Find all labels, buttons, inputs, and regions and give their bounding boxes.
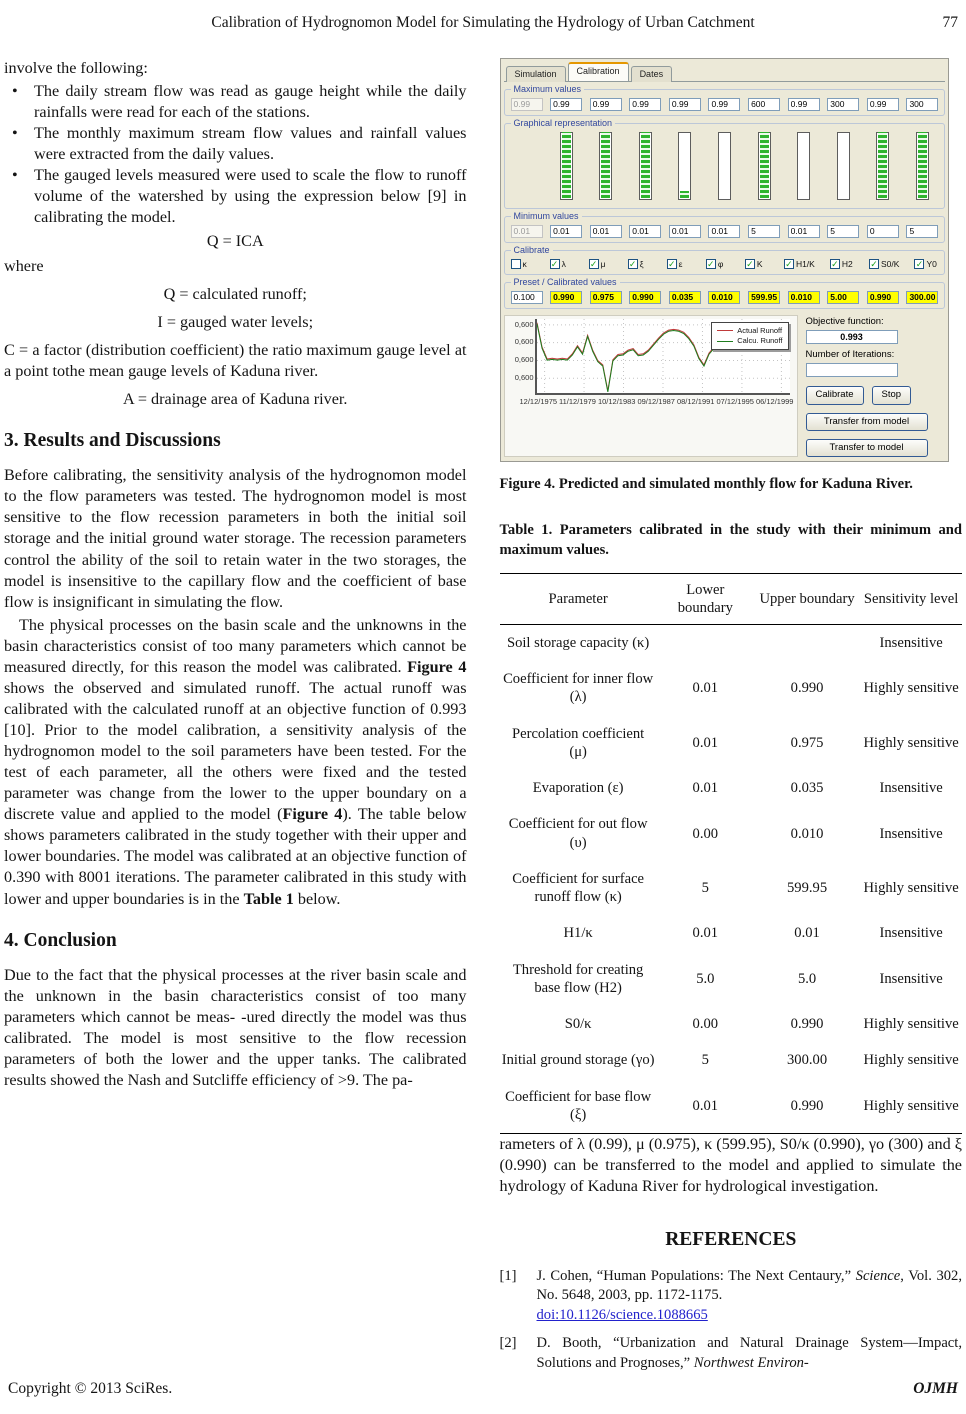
text-segment: Northwest Environ- [693,1354,809,1371]
calibrate-check- [706,259,730,270]
value-cell: Highly sensitive [863,879,959,896]
y-axis-label: 0,600 [514,373,534,383]
table-row [500,661,963,715]
tab-dates: Dates [631,66,673,82]
gauge-bar-fill [878,132,887,198]
reference-number: [1] [499,1267,517,1284]
x-axis-label: 08/12/1991 [676,396,715,406]
left-column [4,58,467,1382]
calibrate-group [504,244,945,275]
x-axis-label: 10/12/1983 [597,396,636,406]
figure4-screenshot [500,58,949,462]
calibration-panel [798,315,945,458]
value-cell: 0.035 [790,780,824,797]
objective-function-label: Objective function: [805,315,884,327]
reference-item-2 [500,1334,963,1373]
text-segment: Figure 4 [407,657,467,676]
x-axis-label: 06/12/1999 [755,396,794,406]
value-cell: Highly sensitive [863,1016,959,1033]
checkbox-label: Y0 [926,258,937,269]
value-cell: 0.01 [692,925,719,942]
max-values-group [504,83,945,116]
text-segment: Figure 4 [282,805,343,824]
page-footer [4,1380,962,1398]
calibrate-check-y0 [914,259,938,270]
max-value-field-8: 0.99 [788,98,820,111]
table-body [500,624,963,1133]
min-value-field-8: 0.01 [788,225,820,238]
right-column [500,58,963,1382]
parameter-gauge-bar [916,132,929,200]
preset-value-field-7: 599.95 [748,291,780,304]
checkbox-checked-icon: ✓ [589,259,598,270]
figure4-caption: Figure 4. Predicted and simulated monthly flow for Kaduna River. [499,476,913,493]
min-value-field-10: 0 [867,225,899,238]
checkbox-label: ξ [639,258,644,269]
text-segment: J. Cohen, “Human Populations: The Next Centaury,” [536,1267,856,1284]
transfer-from-model-button: Transfer from model [806,413,928,431]
min-value-field-5: 0.01 [669,225,701,238]
value-cell: 5.0 [797,970,817,987]
min-value-field-1: 0.01 [511,225,543,238]
gauge-bar-fill [601,132,610,198]
value-cell: 0.990 [790,1097,824,1114]
checkbox-checked-icon: ✓ [831,259,839,270]
parameter-cell: Coefficient for inner flow (λ) [503,671,654,706]
value-cell: 0.01 [692,734,719,751]
objective-function-value: 0.993 [806,330,898,344]
value-cell: Insensitive [879,825,943,842]
table-row [500,915,963,951]
references-heading: REFERENCES [665,1229,797,1251]
checkbox-label: φ [717,258,724,269]
parameter-cell: Initial ground storage (γo) [501,1052,655,1069]
checkbox-label: K [756,258,763,269]
parameter-cell: Coefficient for base flow (ξ) [505,1088,652,1123]
parameter-bars [511,132,939,204]
x-axis-label: 07/12/1995 [716,396,754,406]
table-header-row [500,573,963,624]
min-values-group [504,210,945,243]
value-cell: 5 [701,1052,709,1069]
parameter-gauge-bar [758,132,771,200]
table-row [500,770,963,806]
table-row [500,1079,963,1134]
table-header [500,573,963,624]
legend-item [717,336,782,346]
bar-slot-8 [788,132,820,200]
value-cell: Highly sensitive [863,1052,959,1069]
value-cell: Insensitive [879,780,943,797]
closing-paragraph: rameters of λ (0.99), μ (0.975), κ (599.95), S0/κ (0.990), γo (300) and ξ (0.990) can be transferred to the model and applied to simulate the hydrology of Kaduna River for hydrological investigation. [499,1134,962,1196]
parameter-gauge-bar [678,132,691,200]
parameter-cell: S0/κ [564,1016,592,1033]
checkbox-checked-icon: ✓ [746,259,754,270]
table-row [500,806,963,860]
table1-title: Table 1. Parameters calibrated in the study with their minimum and maximum values. [499,522,962,558]
calibrate-check- [628,259,652,270]
max-value-field-6: 0.99 [708,98,740,111]
min-values-row [511,225,939,238]
value-cell: 0.990 [790,1016,824,1033]
value-cell: 0.975 [790,734,824,751]
preset-value-field-5: 0.035 [669,291,701,304]
table-column-header: Parameter [548,590,608,607]
bullet-text: The daily stream flow was read as gauge height while the daily rainfalls were read for each of the stations. [34,82,467,122]
max-value-field-11: 300 [906,98,938,111]
parameter-gauge-bar [837,132,850,200]
preset-value-field-4: 0.990 [629,291,661,304]
bar-slot-6 [708,132,740,200]
parameter-cell: H1/κ [563,925,593,942]
equation-qica: Q = ICA [206,231,264,250]
calibrate-stop-row [806,386,943,404]
preset-values-group [504,276,945,309]
checkbox-checked-icon: ✓ [667,259,676,270]
bar-slot-5 [669,132,701,200]
calibrate-check- [667,259,691,270]
tab-calibration: Calibration [568,62,629,81]
parameter-gauge-bar [876,132,889,200]
where-label: where [4,256,44,275]
legend-line-swatch [717,330,733,331]
x-axis-label: 11/12/1979 [559,396,596,406]
checkbox-label: λ [561,258,566,269]
calibrate-check-k [745,259,769,270]
results-paragraph-1: Before calibrating, the sensitivity analysis of the hydrognomon model to the flow parameters was tested. The hydrognomon model is most sensitive to the flow recession parameters in both the initial soil storage and the initial ground water storage. The recession parameters control the ability of the soil to retain water in the two storages, the model is insensitive to the capillary flow and the coefficient of base flow is insignificant in simulating the flow. [4,466,467,611]
doi-link[interactable]: doi:10.1126/science.1088665 [536,1306,708,1323]
max-value-field-7: 600 [748,98,780,111]
iterations-value [806,363,898,377]
checkbox-checked-icon: ✓ [628,259,637,270]
value-cell: 0.00 [692,1016,719,1033]
preset-value-field-8: 0.010 [788,291,820,304]
parameter-gauge-bar [797,132,810,200]
min-values-label: Minimum values [511,211,582,223]
max-values-row [511,98,939,111]
bullet-list [4,81,467,228]
value-cell [754,624,860,661]
bullet-icon: • [12,166,18,185]
text-segment: Science [855,1267,901,1284]
definition-q: Q = calculated runoff; [163,284,307,303]
tab-simulation: Simulation [506,66,566,82]
preset-value-field-11: 300.00 [906,291,938,304]
max-value-field-9: 300 [827,98,859,111]
text-segment: The physical processes on the basin scale and the unknowns in the basin characteristics consist of too many parameters which cannot be measured directly, for this reason the model was calibrated. [4,615,467,676]
bar-slot-10 [867,132,899,200]
min-value-field-9: 5 [827,225,859,238]
bar-slot-11 [906,132,938,200]
checkbox-label: S0/K [880,258,900,269]
reference-item-1 [500,1267,963,1326]
checkbox-checked-icon: ✓ [915,259,924,270]
bullet-item-2 [4,123,467,165]
gauge-bar-fill [641,132,650,198]
table-row [500,952,963,1006]
calibrate-checkbox-row [511,259,939,270]
value-cell: 5 [701,879,709,896]
min-value-field-4: 0.01 [629,225,661,238]
table-column-header: Upper boundary [759,590,855,607]
figure-bottom-area [504,315,945,458]
checkbox-checked-icon: ✓ [785,259,793,270]
checkbox-checked-icon: ✓ [550,259,559,270]
preset-values-label: Preset / Calibrated values [511,277,620,289]
running-title: Calibration of Hydrognomon Model for Simulating the Hydrology of Urban Catchment [211,14,755,31]
table-row [500,624,963,661]
parameter-gauge-bar [599,132,612,200]
max-value-field-4: 0.99 [629,98,661,111]
parameter-cell: Evaporation (ε) [532,780,624,797]
page-header [4,12,962,32]
value-cell: Insensitive [879,925,943,942]
legend-line-swatch [717,341,733,342]
iterations-label: Number of Iterations: [805,349,895,361]
preset-value-field-6: 0.010 [708,291,740,304]
references-list [500,1267,963,1374]
max-value-field-10: 0.99 [867,98,899,111]
transfer-to-model-button: Transfer to model [806,439,928,457]
checkbox-label: H2 [841,258,853,269]
bullet-item-1 [4,81,467,123]
value-cell [657,624,754,661]
calibrate-check-h1k [784,259,815,270]
parameter-cell: Threshold for creating base flow (H2) [512,961,644,996]
bullet-text: The gauged levels measured were used to scale the flow to runoff volume of the watershed by using the expression below [9] in calibrating the model. [34,166,467,227]
calibrate-check-h2 [830,259,854,270]
value-cell: 0.01 [692,680,719,697]
y-axis-label: 0,600 [514,319,534,329]
bar-slot-3 [590,132,622,200]
preset-values-row [511,291,939,304]
checkbox-unchecked-icon [511,259,521,269]
section-heading-conclusion: 4. Conclusion [4,929,117,951]
x-axis-label: 12/12/1975 [519,396,558,406]
gauge-bar-fill [760,132,769,198]
value-cell: 0.990 [790,680,824,697]
graphical-representation-label: Graphical representation [511,118,616,130]
gauge-bar-fill [680,191,689,198]
text-segment: D. Booth, “Urbanization and Natural Drainage System—Impact, Solutions and Prognoses,” [536,1335,962,1371]
bullet-icon: • [12,82,18,101]
value-cell: Insensitive [879,634,943,651]
table-row [500,861,963,915]
legend-label: Actual Runoff [737,325,783,335]
legend-item [717,326,782,336]
calibrate-check- [550,259,574,270]
preset-value-field-1: 0.100 [511,291,543,304]
y-axis-label: 0,600 [514,355,534,365]
max-value-field-3: 0.99 [590,98,622,111]
preset-value-field-10: 0.990 [867,291,899,304]
results-paragraph-2 [4,615,467,910]
parameter-gauge-bar [639,132,652,200]
intro-line: involve the following: [4,59,148,77]
page-number: 77 [942,14,958,31]
preset-value-field-2: 0.990 [550,291,582,304]
table-row [500,716,963,770]
copyright-text: Copyright © 2013 SciRes. [8,1380,173,1397]
calibrate-button: Calibrate [806,386,864,404]
graphical-representation-group [504,117,945,209]
stop-button: Stop [872,386,912,404]
max-value-field-2: 0.99 [550,98,582,111]
calibrate-check- [511,259,535,270]
checkbox-label: ε [678,258,683,269]
value-cell: Highly sensitive [863,680,959,697]
max-value-field-1: 0.99 [511,98,543,111]
min-value-field-7: 5 [748,225,780,238]
parameter-gauge-bar [718,132,731,200]
text-segment: below. [293,889,341,908]
conclusion-paragraph: Due to the fact that the physical processes at the river basin scale and the unknown in the basin characteristics consist of too many parameters which cannot be meas- -ured directly the model was thus calibrated. The model is most sensitive to the flow recession parameters of both the lower and the upper tanks. The calibrated results showed the Nash and Sutcliffe efficiency of >9. The pa- [4,965,467,1090]
reference-text [537,1267,963,1326]
parameter-gauge-bar [560,132,573,200]
parameter-cell: Coefficient for surface runoff flow (κ) [512,870,645,906]
parameters-table [500,573,963,1134]
table-column-header: Sensitivity level [863,590,959,607]
table-column-header: Lower boundary [677,581,733,616]
parameter-cell: Coefficient for out flow (υ) [508,816,648,851]
value-cell: Highly sensitive [863,1097,959,1114]
chart-legend [711,322,788,351]
bar-slot-4 [629,132,661,200]
calibrate-check- [589,259,613,270]
preset-value-field-9: 5.00 [827,291,859,304]
preset-value-field-3: 0.975 [590,291,622,304]
text-segment: , Vol. 302, No. 5648, 2003, pp. 1172-1175. [536,1267,962,1304]
min-value-field-6: 0.01 [708,225,740,238]
runoff-chart [504,315,798,458]
two-column-layout [4,58,962,1382]
value-cell: 0.010 [790,825,824,842]
gauge-bar-fill [918,132,927,198]
checkbox-label: κ [522,258,527,269]
transfer-buttons [806,413,943,458]
parameter-cell: Percolation coefficient (μ) [512,725,645,760]
y-axis-label: 0,600 [514,337,534,347]
max-values-label: Maximum values [511,84,585,96]
checkbox-checked-icon: ✓ [870,259,878,270]
value-cell: 0.00 [692,825,719,842]
figure-tabs [504,62,945,82]
chart-x-axis-labels [520,395,794,407]
reference-number: [2] [499,1335,517,1352]
bar-slot-7 [748,132,780,200]
text-segment: shows the observed and simulated runoff. The actual runoff was calibrated with the calculated runoff at an objective function of 0.993 [10]. Prior to the model calibration, a sensitivity analysis of the hydrognomon model to the soil parameters have been tested. For the test of each parameter, all the others were fixed and the tested parameter was change from the lower to the upper boundary on a discrete value and applied to the model ( [4,678,467,824]
journal-abbreviation: OJMH [913,1380,958,1397]
bar-slot-2 [550,132,582,200]
value-cell: 5.0 [696,970,715,987]
checkbox-label: H1/K [795,258,815,269]
definition-a: A = drainage area of Kaduna river. [123,389,348,408]
parameter-cell: Soil storage capacity (κ) [506,634,650,651]
definition-i: I = gauged water levels; [157,312,314,331]
bar-slot-9 [827,132,859,200]
min-value-field-11: 5 [906,225,938,238]
calibrate-check-s0k [869,259,899,270]
definition-c: C = a factor (distribution coefficient) the ratio maximum gauge level at a point tothe mean gauge levels of Kaduna river. [4,340,467,380]
text-segment: Table 1 [243,889,294,908]
value-cell: Highly sensitive [863,734,959,751]
value-cell: 599.95 [786,879,828,896]
checkbox-label: μ [600,258,606,269]
table-row [500,1042,963,1078]
max-value-field-5: 0.99 [669,98,701,111]
x-axis-label: 09/12/1987 [637,396,675,406]
bullet-text: The monthly maximum stream flow values and rainfall values were extracted from the daily values. [34,124,467,164]
checkbox-checked-icon: ✓ [707,259,715,270]
bullet-item-3 [4,165,467,228]
value-cell: 0.01 [692,1097,719,1114]
section-heading-results: 3. Results and Discussions [4,429,221,451]
value-cell: 300.00 [786,1052,828,1069]
calibrate-label: Calibrate [511,245,553,257]
text-segment: ). The table below shows parameters calibrated in the study together with their upper and lower boundaries. The model was calibrated at an objective function of 0.390 with 8001 iterations. The parameter calibrated in this study with lower and upper boundaries is in the [4,805,467,908]
bullet-icon: • [12,124,18,143]
legend-label: Calcu. Runoff [737,336,783,346]
reference-text [537,1334,963,1373]
value-cell: 0.01 [692,780,719,797]
value-cell: 0.01 [794,925,820,942]
value-cell: Insensitive [879,970,943,987]
min-value-field-2: 0.01 [550,225,582,238]
gauge-bar-fill [562,132,571,198]
table-row [500,1006,963,1042]
min-value-field-3: 0.01 [590,225,622,238]
